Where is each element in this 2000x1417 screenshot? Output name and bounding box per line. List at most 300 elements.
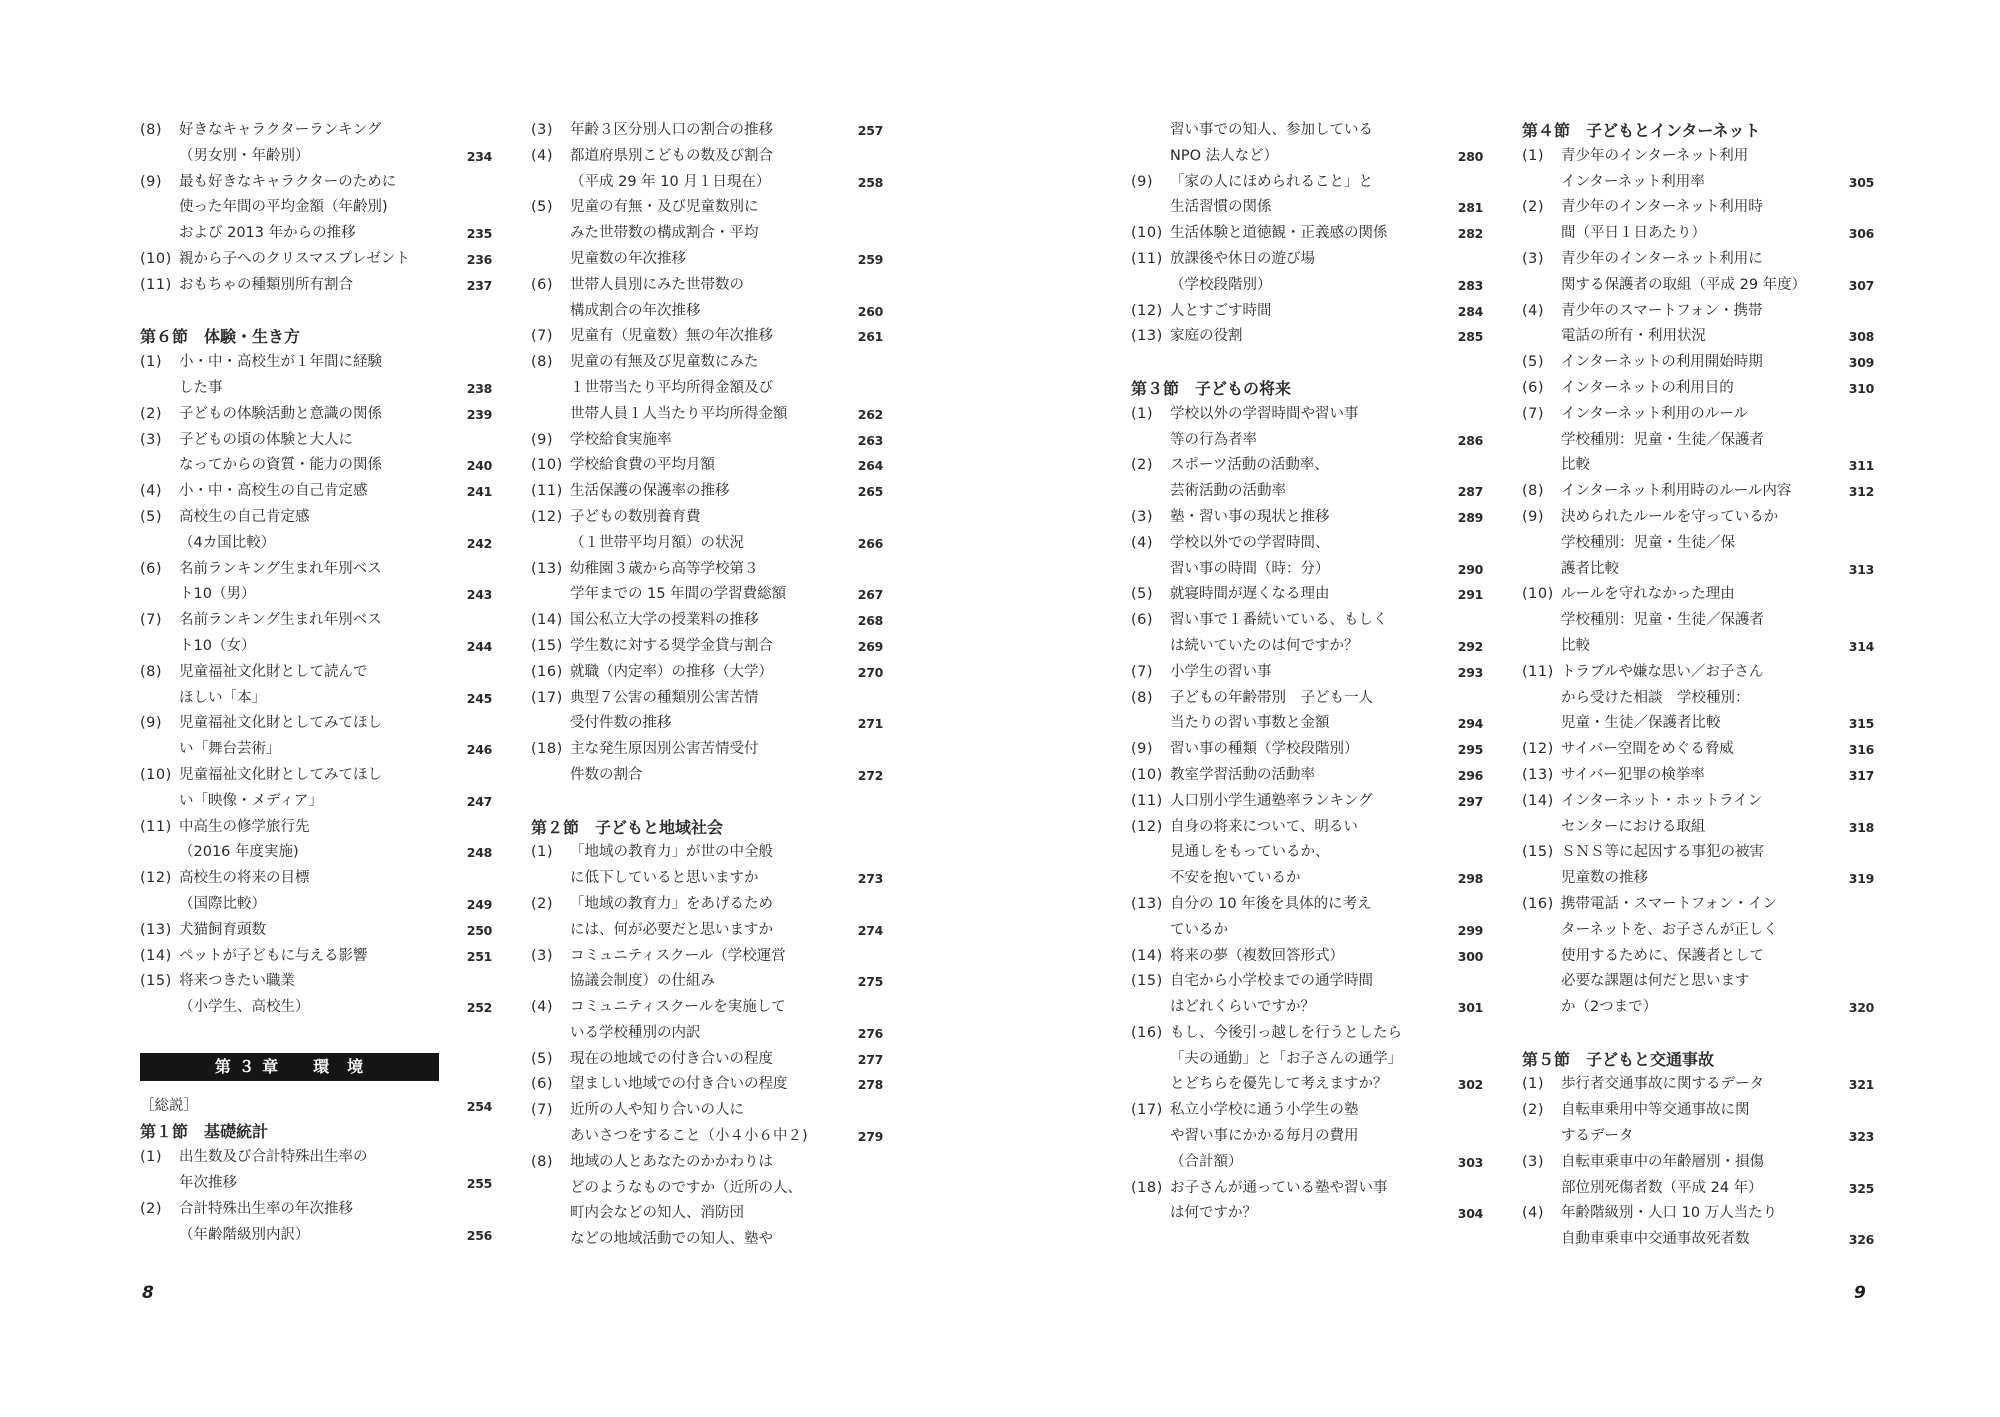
entry-title: 青少年のスマートフォン・携帯 — [1561, 302, 1763, 319]
entry-title: 将来の夢（複数回答形式） — [1170, 947, 1344, 964]
entry-title: インターネット利用のルール — [1561, 405, 1748, 422]
section-heading — [140, 324, 492, 350]
toc-entry — [1131, 221, 1483, 247]
page-ref: 312 — [1848, 484, 1874, 500]
toc-entry-continuation — [140, 840, 492, 866]
entry-number: (4) — [531, 999, 554, 1016]
toc-entry — [531, 350, 883, 376]
toc-entry-continuation — [1131, 995, 1483, 1021]
page-ref: 300 — [1457, 948, 1483, 964]
toc-entry — [1522, 1150, 1874, 1176]
toc-entry — [531, 453, 883, 479]
entry-title: 塾・習い事の現状と推移 — [1170, 508, 1330, 525]
toc-entry-continuation — [140, 634, 492, 660]
entry-title: 歩行者交通事故に関するデータ — [1561, 1076, 1764, 1093]
entry-title: 私立小学校に通う小学生の塾 — [1170, 1102, 1359, 1119]
page-ref: 299 — [1457, 922, 1483, 938]
page-ref: 298 — [1457, 871, 1483, 887]
toc-entry-continuation — [531, 1124, 883, 1150]
toc-entry — [140, 273, 492, 299]
toc-entry — [531, 144, 883, 170]
toc-entry — [1131, 815, 1483, 841]
entry-number: (10) — [1131, 225, 1163, 242]
entry-number: (5) — [140, 508, 163, 525]
toc-entry — [531, 737, 883, 763]
page-ref: 282 — [1457, 226, 1483, 242]
entry-title: 小・中・高校生の自己肯定感 — [179, 483, 368, 500]
page-ref: 260 — [857, 303, 883, 319]
section-title: 第５節 子どもと交通事故 — [1522, 1049, 1715, 1069]
page-number-right: 9 — [1854, 1283, 1866, 1303]
toc-entry — [531, 557, 883, 583]
toc-entry — [1131, 1021, 1483, 1047]
entry-number: (5) — [531, 199, 554, 216]
entry-number: (16) — [531, 663, 563, 680]
entry-title: 近所の人や知り合いの人に — [570, 1102, 744, 1119]
entry-title: 名前ランキング生まれ年別ベス — [179, 560, 382, 577]
entry-number: (8) — [531, 1153, 554, 1170]
page-ref: 281 — [1457, 200, 1483, 216]
toc-entry-continuation — [1522, 428, 1874, 454]
toc-entry-continuation — [140, 892, 492, 918]
entry-number: (15) — [1522, 844, 1554, 861]
page-ref: 320 — [1848, 1000, 1874, 1016]
entry-title: インターネット利用時のルール内容 — [1561, 483, 1792, 500]
entry-number: (7) — [1522, 405, 1545, 422]
entry-title: 地域の人とあなたのかかわりは — [570, 1153, 773, 1170]
entry-number: (10) — [1522, 586, 1554, 603]
page-ref: 258 — [857, 174, 883, 190]
entry-title: 児童の有無及び児童数にみた — [570, 354, 759, 371]
toc-entry — [140, 763, 492, 789]
page-ref: 267 — [857, 587, 883, 603]
entry-title: 放課後や休日の遊び場 — [1170, 250, 1315, 267]
entry-number: (8) — [140, 122, 163, 138]
entry-title: どのようなものですか（近所の人、 — [570, 1179, 802, 1196]
entry-title: から受けた相談 学校種別： — [1561, 689, 1750, 706]
page-ref: 238 — [466, 380, 492, 396]
entry-number: (12) — [1131, 818, 1163, 835]
page-ref: 235 — [466, 226, 492, 242]
entry-number: (3) — [140, 431, 163, 448]
toc-entry — [140, 1197, 492, 1223]
entry-title: 「地域の教育力」をあげるため — [570, 895, 773, 912]
toc-entry-continuation — [140, 686, 492, 712]
section-title: 第１節 基礎統計 — [140, 1122, 269, 1142]
toc-entry-continuation — [1522, 686, 1874, 712]
entry-number: (13) — [1131, 895, 1163, 912]
page-ref: 284 — [1457, 303, 1483, 319]
entry-title: １世帯当たり平均所得金額及び — [570, 379, 773, 396]
entry-number: (13) — [531, 560, 563, 577]
toc-entry-continuation — [1522, 453, 1874, 479]
entry-number: (10) — [1131, 766, 1163, 783]
toc-entry — [1522, 299, 1874, 325]
toc-entry — [140, 918, 492, 944]
entry-title: （4カ国比較） — [179, 534, 276, 551]
entry-title: いる学校種別の内訳 — [570, 1024, 701, 1041]
entry-title: インターネットの利用開始時期 — [1561, 354, 1763, 371]
entry-title: 生活習慣の関係 — [1170, 199, 1272, 216]
entry-number: (15) — [140, 973, 172, 990]
entry-title: とどちらを優先して考えますか？ — [1170, 1076, 1388, 1093]
page-ref: 261 — [857, 329, 883, 345]
toc-entry-continuation — [140, 582, 492, 608]
page-ref: 321 — [1848, 1077, 1874, 1093]
toc-entry — [1131, 505, 1483, 531]
page-ref: 242 — [466, 535, 492, 551]
entry-title: おもちゃの種類別所有割合 — [179, 276, 353, 293]
entry-title: 学校以外の学習時間や習い事 — [1170, 405, 1359, 422]
toc-entry — [1522, 505, 1874, 531]
entry-number: (4) — [1522, 1205, 1545, 1222]
entry-title: は何ですか？ — [1170, 1205, 1257, 1222]
entry-title: 自宅から小学校までの通学時間 — [1170, 973, 1373, 990]
page-ref: 249 — [466, 896, 492, 912]
entry-title: 子どもの数別養育費 — [570, 508, 701, 525]
entry-title: 小学生の習い事 — [1170, 663, 1272, 680]
entry-title: ト10（女） — [179, 637, 256, 654]
toc-entry-continuation — [1131, 1072, 1483, 1098]
toc-entry-continuation — [1522, 918, 1874, 944]
page-ref: 262 — [857, 406, 883, 422]
entry-title: 子どもの頃の体験と大人に — [179, 431, 353, 448]
entry-number: (9) — [140, 715, 163, 732]
toc-entry — [1131, 247, 1483, 273]
toc-entry-continuation — [531, 531, 883, 557]
toc-entry — [140, 170, 492, 196]
entry-title: 合計特殊出生率の年次推移 — [179, 1200, 353, 1217]
toc-entry-continuation — [531, 969, 883, 995]
entry-title: などの地域活動での知人、塾や — [570, 1231, 773, 1248]
toc-entry — [140, 428, 492, 454]
page-ref: 317 — [1848, 767, 1874, 783]
entry-title: コミュニティスクール（学校運営 — [570, 947, 786, 964]
entry-title: は続いていたのは何ですか？ — [1170, 637, 1359, 654]
toc-entry-continuation — [140, 789, 492, 815]
toc-entry-continuation — [1522, 1124, 1874, 1150]
entry-number: (10) — [140, 766, 172, 783]
toc-entry-continuation — [1131, 866, 1483, 892]
entry-title: 国公私立大学の授業料の推移 — [570, 612, 759, 629]
toc-entry-continuation — [140, 995, 492, 1021]
toc-entry — [531, 273, 883, 299]
toc-entry — [531, 944, 883, 970]
toc-entry-continuation — [1522, 221, 1874, 247]
entry-title: 学校給食費の平均月額 — [570, 457, 715, 474]
toc-entry-continuation — [531, 247, 883, 273]
entry-title: 受付件数の推移 — [570, 715, 672, 732]
toc-entry — [1131, 969, 1483, 995]
entry-number: (2) — [531, 895, 554, 912]
entry-title: い「舞台芸術」 — [179, 741, 281, 758]
entry-title: 犬猫飼育頭数 — [179, 921, 266, 938]
entry-title: 幼稚園３歳から高等学校第３ — [570, 560, 759, 577]
page-ref: 269 — [857, 638, 883, 654]
entry-number: (17) — [1131, 1102, 1163, 1119]
page-ref: 290 — [1457, 561, 1483, 577]
toc-entry — [1131, 789, 1483, 815]
entry-title: 就寝時間が遅くなる理由 — [1170, 586, 1330, 603]
entry-number: (14) — [531, 612, 563, 629]
toc-entry-continuation — [140, 195, 492, 221]
toc-entry — [531, 608, 883, 634]
section-title: 第６節 体験・生き方 — [140, 327, 301, 347]
entry-title: 世帯人員別にみた世帯数の — [570, 276, 744, 293]
page-ref: 311 — [1848, 458, 1874, 474]
toc-entry-continuation — [1131, 428, 1483, 454]
entry-number: (12) — [1522, 741, 1554, 758]
entry-title: 学生数に対する奨学金貸与割合 — [570, 637, 773, 654]
toc-entry — [1522, 195, 1874, 221]
toc-entry — [1522, 892, 1874, 918]
toc-entry-continuation — [531, 221, 883, 247]
section-title: 第２節 子どもと地域社会 — [531, 817, 724, 837]
toc-entry-continuation — [1131, 634, 1483, 660]
page-ref: 247 — [466, 793, 492, 809]
toc-entry — [531, 195, 883, 221]
toc-entry — [1522, 1072, 1874, 1098]
spacer — [140, 1021, 492, 1047]
page-ref: 316 — [1848, 742, 1874, 758]
toc-entry-continuation — [1522, 866, 1874, 892]
entry-number: (9) — [1131, 741, 1154, 758]
entry-title: 不安を抱いているか — [1170, 870, 1301, 887]
entry-title: スポーツ活動の活動率、 — [1170, 457, 1329, 474]
entry-number: (10) — [531, 457, 563, 474]
entry-title: 「家の人にほめられること」と — [1170, 173, 1373, 190]
toc-entry — [1131, 608, 1483, 634]
page-ref: 280 — [1457, 148, 1483, 164]
entry-title: 自転車乗用中等交通事故に関 — [1561, 1102, 1750, 1119]
page-ref: 243 — [466, 587, 492, 603]
entry-title: 世帯人員１人当たり平均所得金額 — [570, 405, 788, 422]
toc-entry — [1522, 402, 1874, 428]
page-ref: 255 — [466, 1176, 492, 1192]
entry-number: (2) — [140, 405, 163, 422]
toc-entry-continuation — [140, 531, 492, 557]
entry-number: (7) — [1131, 663, 1154, 680]
entry-title: インターネットの利用目的 — [1561, 379, 1734, 396]
toc-column-4 — [1522, 118, 1874, 1253]
toc-entry-continuation — [531, 918, 883, 944]
entry-number: (9) — [1522, 508, 1545, 525]
entry-title: 決められたルールを守っているか — [1561, 508, 1779, 525]
entry-number: (11) — [140, 818, 172, 835]
toc-entry-continuation — [531, 299, 883, 325]
entry-title: あいさつをすること（小４小６中２) — [570, 1128, 808, 1145]
entry-number: (4) — [140, 483, 163, 500]
entry-title: はどれくらいですか？ — [1170, 999, 1315, 1016]
toc-column-2 — [531, 118, 883, 1253]
toc-entry — [531, 1150, 883, 1176]
toc-entry — [1131, 737, 1483, 763]
entry-title: および 2013 年からの推移 — [179, 225, 356, 242]
entry-number: (18) — [531, 741, 563, 758]
page-ref: 318 — [1848, 819, 1874, 835]
entry-title: 自身の将来について、明るい — [1170, 818, 1358, 835]
entry-title: 好きなキャラクターランキング — [179, 122, 382, 138]
page-ref: 308 — [1848, 329, 1874, 345]
toc-entry — [1131, 299, 1483, 325]
entry-number: (17) — [531, 689, 563, 706]
entry-title: センターにおける取組 — [1561, 818, 1706, 835]
page-number-left: 8 — [142, 1283, 154, 1303]
toc-entry — [1522, 144, 1874, 170]
page-ref: 250 — [466, 922, 492, 938]
entry-title: 出生数及び合計特殊出生率の — [179, 1149, 368, 1166]
entry-number: (11) — [1131, 250, 1163, 267]
section-title: 第３節 子どもの将来 — [1131, 378, 1292, 398]
entry-number: (2) — [140, 1200, 163, 1217]
toc-entry-continuation — [1522, 324, 1874, 350]
entry-number: (8) — [140, 663, 163, 680]
entry-number: (8) — [1131, 689, 1154, 706]
entry-title: い「映像・メディア」 — [179, 792, 323, 809]
entry-title: 必要な課題は何だと思います — [1561, 973, 1750, 990]
entry-number: (2) — [1522, 1102, 1545, 1119]
toc-entry — [1522, 763, 1874, 789]
entry-title: 自分の 10 年後を具体的に考え — [1170, 895, 1372, 912]
toc-entry-continuation — [140, 376, 492, 402]
entry-title: （１世帯平均月額）の状況 — [570, 534, 744, 551]
page-ref: 252 — [466, 1000, 492, 1016]
entry-number: (11) — [531, 483, 563, 500]
entry-number: (6) — [1522, 379, 1545, 396]
entry-title: には、何が必要だと思いますか — [570, 921, 773, 938]
page-ref: 310 — [1848, 380, 1874, 396]
entry-number: (9) — [1131, 173, 1154, 190]
entry-title: ［総説］ — [140, 1097, 198, 1114]
toc-entry-continuation — [140, 737, 492, 763]
entry-number: (12) — [531, 508, 563, 525]
entry-number: (1) — [140, 1149, 163, 1166]
entry-number: (15) — [1131, 973, 1163, 990]
page-ref: 314 — [1848, 638, 1874, 654]
page-ref: 325 — [1848, 1180, 1874, 1196]
toc-entry — [1131, 892, 1483, 918]
entry-title: （小学生、高校生） — [179, 999, 310, 1016]
entry-number: (8) — [1522, 483, 1545, 500]
toc-entry — [140, 815, 492, 841]
page-ref: 326 — [1848, 1232, 1874, 1248]
toc-entry-continuation — [1131, 1201, 1483, 1227]
entry-title: NPO 法人など） — [1170, 147, 1279, 164]
toc-entry — [531, 1072, 883, 1098]
toc-column-3 — [1131, 118, 1483, 1227]
toc-entry — [531, 479, 883, 505]
entry-title: 使用するために、保護者として — [1561, 947, 1764, 964]
entry-title: 現在の地域での付き合いの程度 — [570, 1050, 773, 1067]
page-ref: 306 — [1848, 226, 1874, 242]
toc-entry-continuation — [531, 711, 883, 737]
page-ref: 279 — [857, 1129, 883, 1145]
entry-title: 構成割合の年次推移 — [570, 302, 701, 319]
entry-title: に低下していると思いますか — [570, 870, 759, 887]
toc-entry-continuation — [1131, 711, 1483, 737]
entry-title: 見通しをもっているか、 — [1170, 844, 1330, 861]
toc-entry — [140, 247, 492, 273]
page-ref: 265 — [857, 484, 883, 500]
page-ref: 236 — [466, 251, 492, 267]
page-ref: 264 — [857, 458, 883, 474]
entry-title: 都道府県別こどもの数及び割合 — [570, 147, 773, 164]
entry-number: (16) — [1522, 895, 1554, 912]
toc-entry-continuation — [531, 1176, 883, 1202]
entry-title: 青少年のインターネット利用に — [1561, 250, 1763, 267]
entry-number: (10) — [140, 250, 172, 267]
toc-entry-continuation — [1522, 170, 1874, 196]
toc-entry — [531, 1098, 883, 1124]
section-heading — [531, 815, 883, 841]
toc-entry — [531, 428, 883, 454]
toc-entry — [531, 324, 883, 350]
entry-title: みた世帯数の構成割合・平均 — [570, 225, 759, 242]
section-title: 第４節 子どもとインターネット — [1522, 121, 1761, 140]
entry-title: 児童福祉文化財としてみてほし — [179, 715, 382, 732]
page-ref: 307 — [1848, 277, 1874, 293]
entry-title: 習い事で１番続いている、もしく — [1170, 612, 1388, 629]
toc-entry — [1131, 660, 1483, 686]
toc-entry — [140, 944, 492, 970]
entry-number: (14) — [1522, 792, 1554, 809]
entry-number: (2) — [1522, 199, 1545, 216]
toc-entry — [140, 479, 492, 505]
entry-title: ターネットを、お子さんが正しく — [1561, 921, 1778, 938]
entry-title: 児童数の年次推移 — [570, 250, 686, 267]
entry-title: ト10（男） — [179, 586, 256, 603]
entry-number: (3) — [531, 947, 554, 964]
toc-entry-continuation — [1522, 969, 1874, 995]
toc-entry-continuation — [1522, 557, 1874, 583]
entry-title: （平成 29 年 10 月１日現在） — [570, 173, 771, 190]
entry-number: (13) — [140, 921, 172, 938]
entry-number: (1) — [1522, 147, 1545, 164]
toc-entry-continuation — [1522, 815, 1874, 841]
entry-number: (8) — [531, 354, 554, 371]
entry-title: 「地域の教育力」が世の中全般 — [570, 844, 773, 861]
entry-title: 児童福祉文化財としてみてほし — [179, 766, 382, 783]
entry-title: するデータ — [1561, 1128, 1634, 1145]
entry-title: 自転車乗車中の年齢層別・損傷 — [1561, 1153, 1764, 1170]
entry-title: 比較 — [1561, 637, 1590, 654]
spacer — [531, 789, 883, 815]
entry-title: もし、今後引っ越しを行うとしたら — [1170, 1024, 1402, 1041]
entry-title: 人とすごす時間 — [1170, 302, 1272, 319]
toc-entry-continuation — [531, 866, 883, 892]
spacer — [1131, 350, 1483, 376]
page-ref: 273 — [857, 871, 883, 887]
entry-number: (6) — [531, 276, 554, 293]
page-ref: 304 — [1457, 1206, 1483, 1222]
entry-number: (16) — [1131, 1024, 1163, 1041]
toc-entry-continuation — [1522, 273, 1874, 299]
toc-entry-continuation — [140, 1223, 492, 1249]
toc-entry-continuation — [1131, 557, 1483, 583]
toc-entry — [140, 969, 492, 995]
entry-number: (15) — [531, 637, 563, 654]
page-ref: 240 — [466, 458, 492, 474]
toc-entry — [531, 660, 883, 686]
toc-entry — [1131, 402, 1483, 428]
toc-entry — [531, 892, 883, 918]
entry-title: ているか — [1170, 921, 1228, 938]
page-ref: 259 — [857, 251, 883, 267]
section-heading — [1522, 118, 1874, 144]
entry-title: お子さんが通っている塾や習い事 — [1170, 1179, 1388, 1196]
toc-entry — [1131, 1176, 1483, 1202]
spacer — [1522, 1021, 1874, 1047]
